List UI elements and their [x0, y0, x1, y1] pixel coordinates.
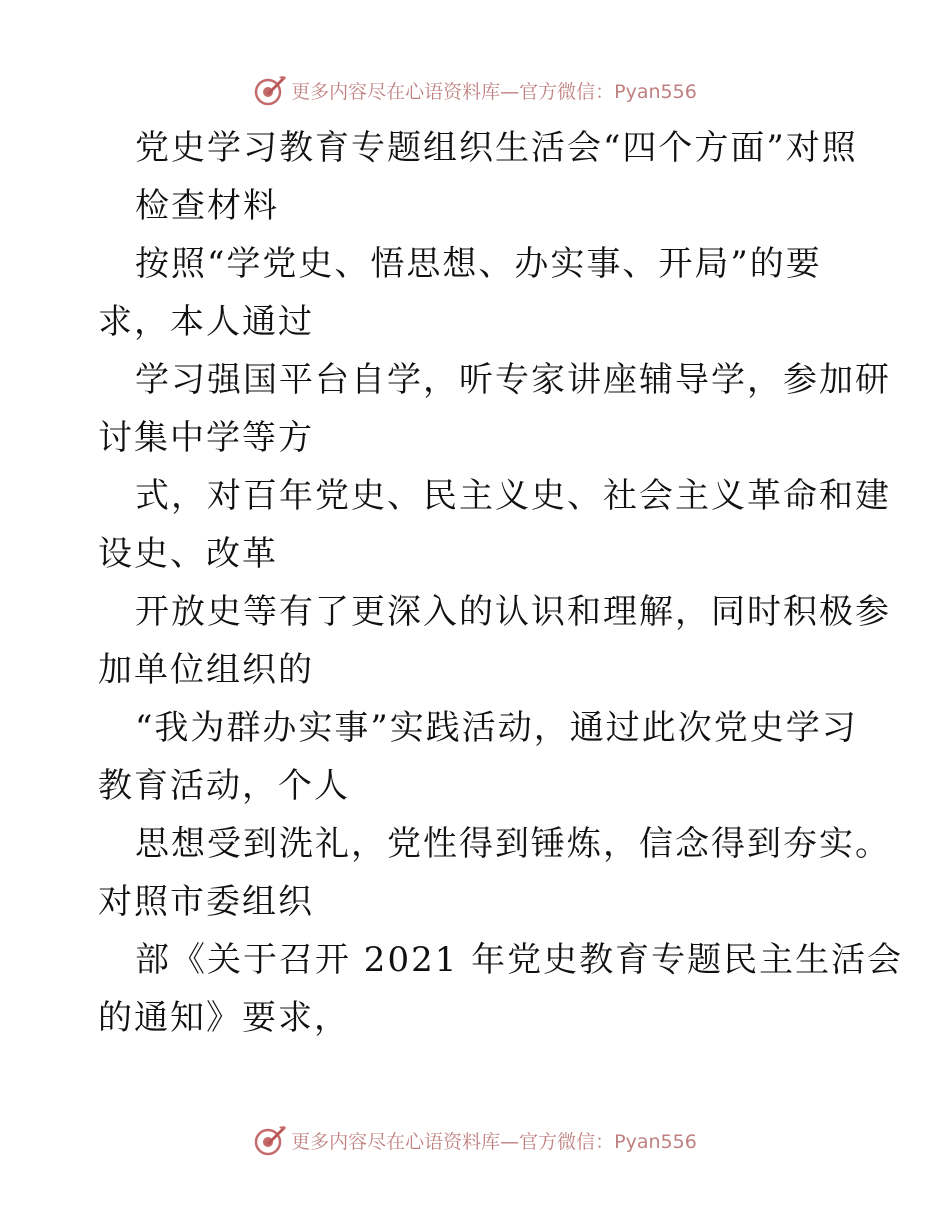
text-line: 思想受到洗礼，党性得到锤炼，信念得到夯实。: [135, 824, 891, 864]
header-watermark: [0, 70, 950, 110]
text-line: 按照“学党史、悟思想、办实事、开局”的要: [135, 244, 822, 284]
text-line: 检查材料: [135, 186, 279, 226]
text-line: 的通知》要求，: [98, 998, 350, 1038]
watermark-text: 更多内容尽在心语资料库—官方微信：Pyan556: [291, 80, 697, 103]
footer-watermark: [0, 1120, 950, 1160]
quill-logo-icon: [253, 73, 287, 107]
text-line: 式，对百年党史、民主义史、社会主义革命和建: [135, 476, 891, 516]
text-line: 加单位组织的: [98, 650, 314, 690]
text-line: 讨集中学等方: [98, 418, 314, 458]
text-line: 开放史等有了更深入的认识和理解，同时积极参: [135, 592, 891, 632]
watermark-text: 更多内容尽在心语资料库—官方微信：Pyan556: [291, 1130, 697, 1153]
text-line: 党史学习教育专题组织生活会“四个方面”对照: [135, 128, 858, 168]
text-line: 部《关于召开 2021 年党史教育专题民主生活会: [135, 940, 904, 980]
text-line: 学习强国平台自学，听专家讲座辅导学，参加研: [135, 360, 891, 400]
quill-logo-icon: [253, 1123, 287, 1157]
text-line: 求，本人通过: [98, 302, 314, 342]
text-line: 设史、改革: [98, 534, 278, 574]
text-line: 教育活动，个人: [98, 766, 350, 806]
text-line: “我为群办实事”实践活动，通过此次党史学习: [135, 708, 858, 748]
text-line: 对照市委组织: [98, 882, 314, 922]
